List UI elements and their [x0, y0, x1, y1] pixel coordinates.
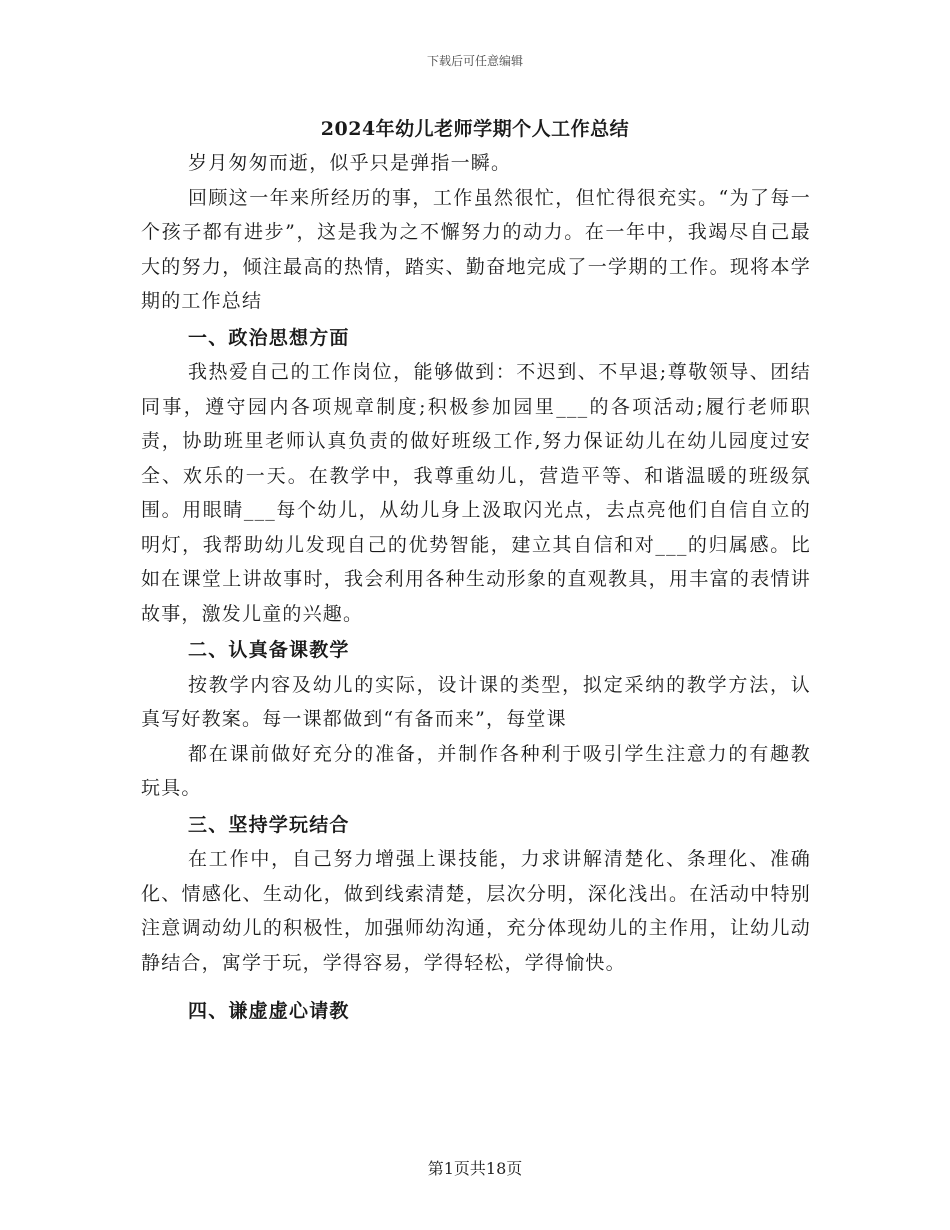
section-heading-politics: 一、政治思想方面	[188, 326, 350, 349]
paragraph-politics: 我热爱自己的工作岗位，能够做到：不迟到、不早退;尊敬领导、团结同事，遵守园内各项规章制度;积极参加园里___的各项活动;履行老师职责，协助班里老师认真负责的做好班级工作,努力保证幼儿在幼儿园度过安全、欢乐的一天。在教学中，我尊重幼儿，营造平等、和谐温暖的班级氛围。用眼睛___每个幼儿，从幼儿身上汲取闪光点，去点亮他们自信自立的明灯，我帮助幼儿发现自己的优势智能，建立其自信和对___的归属感。比如在课堂上讲故事时，我会利用各种生动形象的直观教具，用丰富的表情讲故事，激发儿童的兴趣。	[141, 361, 811, 625]
header-note: 下载后可任意编辑	[426, 54, 523, 68]
section-heading-humility: 四、谦虚虚心请教	[188, 1000, 350, 1022]
paragraph-lesson-prep-2: 都在课前做好充分的准备，并制作各种利于吸引学生注意力的有趣教玩具。	[141, 742, 811, 799]
document-body	[141, 146, 811, 1029]
paragraph-lesson-prep-1: 按教学内容及幼儿的实际，设计课的类型，拟定采纳的教学方法，认真写好教案。每一课都做到“有备而来”，每堂课	[141, 673, 811, 730]
paragraph-learn-play: 在工作中，自己努力增强上课技能，力求讲解清楚化、条理化、准确化、情感化、生动化，做到线索清楚，层次分明，深化浅出。在活动中特别注意调动幼儿的积极性，加强师幼沟通，充分体现幼儿的主作用，让幼儿动静结合，寓学于玩，学得容易，学得轻松，学得愉快。	[141, 848, 811, 974]
document-title: 2024年幼儿老师学期个人工作总结	[320, 118, 630, 140]
page-footer: 第1页共18页	[427, 1159, 523, 1178]
paragraph-review: 回顾这一年来所经历的事，工作虽然很忙，但忙得很充实。“为了每一个孩子都有进步”，这是我为之不懈努力的动力。在一年中，我竭尽自己最大的努力，倾注最高的热情，踏实、勤奋地完成了一学期的工作。现将本学期的工作总结	[141, 186, 811, 312]
paragraph-intro: 岁月匆匆而逝，似乎只是弹指一瞬。	[188, 152, 512, 174]
section-heading-learn-play: 三、坚持学玩结合	[188, 813, 350, 836]
section-heading-lesson-prep: 二、认真备课教学	[188, 639, 350, 661]
